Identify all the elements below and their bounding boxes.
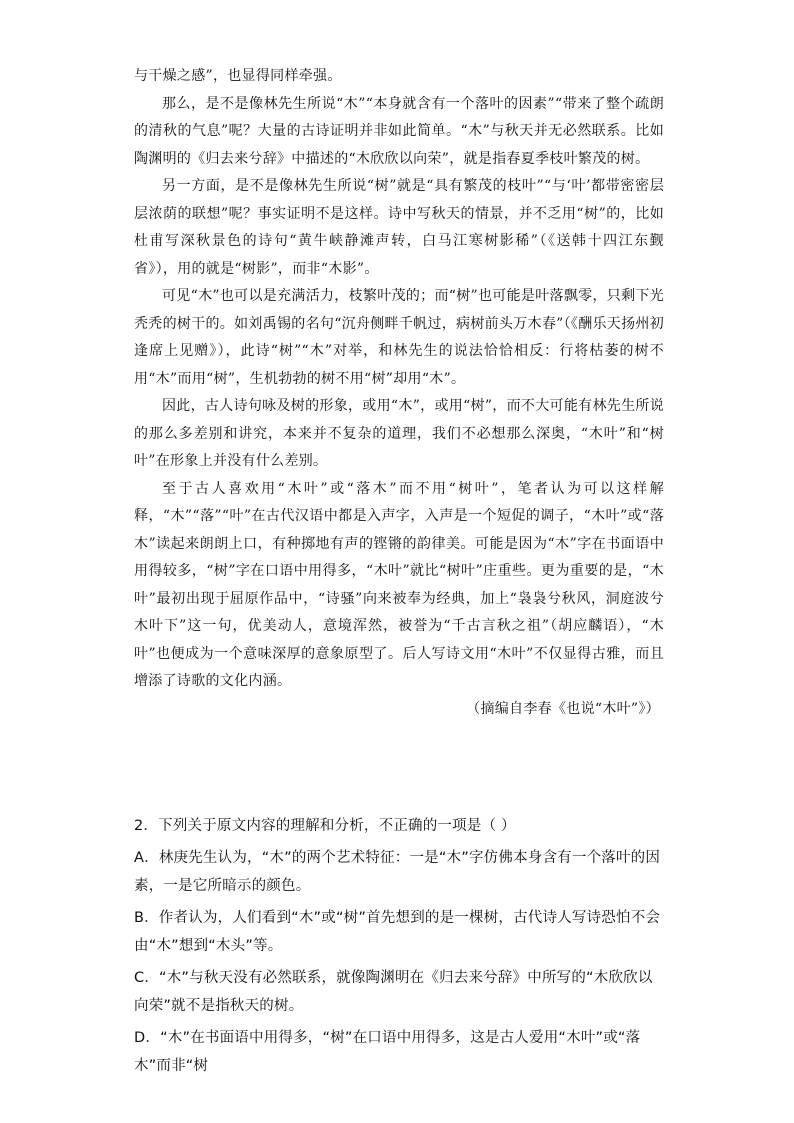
option-d: D．“木”在书面语中用得多，“树”在口语中用得多，这是古人爱用“木叶”或“落木”而非“树	[134, 1030, 641, 1074]
passage-paragraph-continued: 与干燥之感”，也显得同样牵强。	[134, 68, 342, 84]
question-stem: 2．下列关于原文内容的理解和分析，不正确的一项是（ ）	[134, 818, 516, 834]
option-a: A．林庚先生认为，“木”的两个艺术特征：一是“木”字仿佛本身含有一个落叶的因素，一是它所暗示的颜色。	[134, 850, 661, 894]
passage-source: （摘编自李春《也说“木叶”》）	[466, 700, 660, 717]
option-c: C．“木”与秋天没有必然联系，就像陶渊明在《归去来兮辞》中所写的“木欣欣以向荣”就不是指秋天的树。	[134, 970, 653, 1014]
reading-passage	[134, 63, 664, 723]
passage-paragraph: 那么，是不是像林先生所说“木”“本身就含有一个落叶的因素”“带来了整个疏朗的清秋的气息”呢？大量的古诗证明并非如此简单。“木”与秋天并无必然联系。比如陶渊明的《归去来兮辞》中描述的“木欣欣以向荣”，就是指春夏季枝叶繁茂的树。	[134, 95, 664, 167]
option-b: B．作者认为，人们看到“木”或“树”首先想到的是一棵树，古代诗人写诗恐怕不会由“木”想到“木头”等。	[134, 910, 661, 954]
passage-paragraph: 另一方面，是不是像林先生所说“树”就是“具有繁茂的枝叶”“与‘叶’都带密密层层浓荫的联想”呢？事实证明不是这样。诗中写秋天的情景，并不乏用“树”的，比如杜甫写深秋景色的诗句“黄牛峡静滩声转，白马江寒树影稀”（《送韩十四江东觐省》），用的就是“树影”，而非“木影”。	[134, 178, 664, 277]
passage-paragraph: 至于古人喜欢用“木叶”或“落木”而不用“树叶”，笔者认为可以这样解释，“木”“落”“叶”在古代汉语中都是入声字，入声是一个短促的调子，“木叶”或“落木”读起来朗朗上口，有种掷地有声的铿锵的韵律美。可能是因为“木”字在书面语中用得较多，“树”字在口语中用得多，“木叶”就比“树叶”庄重些。更为重要的是，“木叶”最初出现于屈原作品中，“诗骚”向来被奉为经典，加上“袅袅兮秋风，洞庭波兮木叶下”这一句，优美动人，意境浑然，被誉为“千古言秋之祖”（胡应麟语），“木叶”也便成为一个意味深厚的意象原型了。后人写诗文用“木叶”不仅显得古雅，而且增添了诗歌的文化内涵。	[134, 480, 664, 689]
question-block	[134, 812, 664, 1084]
passage-paragraph: 因此，古人诗句咏及树的形象，或用“木”，或用“树”，而不大可能有林先生所说的那么多差别和讲究，本来并不复杂的道理，我们不必想那么深奥，“木叶”和“树叶”在形象上并没有什么差别。	[134, 398, 664, 469]
passage-paragraph: 可见“木”也可以是充满活力，枝繁叶茂的；而“树”也可能是叶落飘零，只剩下光秃秃的树干的。如刘禹锡的名句“沉舟侧畔千帆过，病树前头万木春”（《酬乐天扬州初逢席上见赠》），此诗“树”“木”对举，和林先生的说法恰恰相反：行将枯萎的树不用“木”而用“树”，生机勃勃的树不用“树”却用“木”。	[134, 288, 665, 387]
